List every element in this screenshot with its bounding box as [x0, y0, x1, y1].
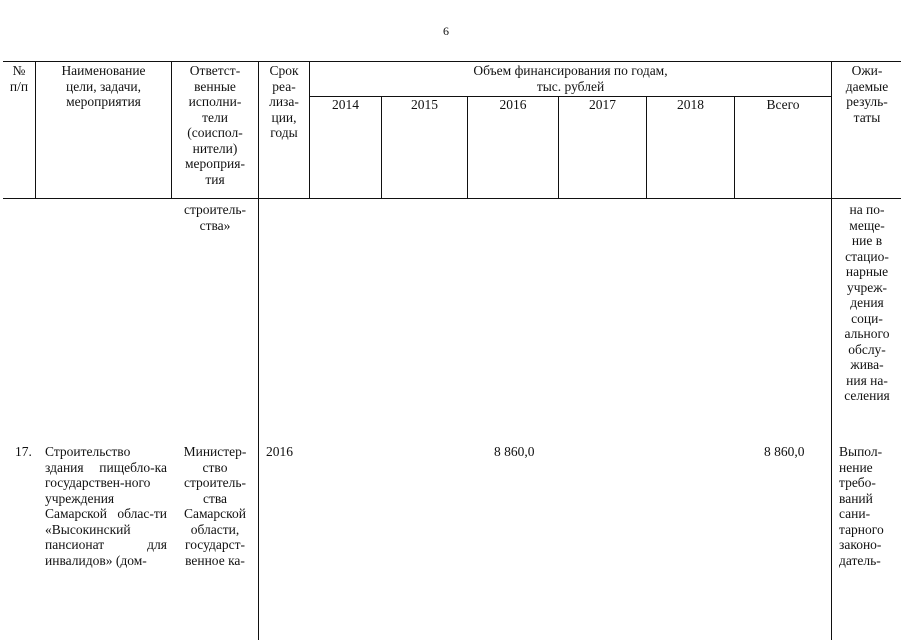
header-num: № п/п [9, 63, 29, 94]
table-top-border [3, 61, 901, 62]
row-continued-results: на по- меще- ние в стацио- нарные учреж- дения соци- ального обслу- жива- ния на- селения [844, 202, 890, 403]
col-border-3 [258, 61, 259, 640]
header-total: Всего [766, 97, 800, 112]
header-term: Срок реа- лиза- ции, годы [269, 63, 299, 140]
header-year-2016: 2016 [499, 97, 527, 112]
header-funding-title: Объем финансирования по годам, тыс. рублей [473, 63, 668, 94]
header-bottom-border [3, 198, 901, 199]
row-17-2016: 8 860,0 [494, 444, 535, 459]
header-year-2017: 2017 [589, 97, 616, 112]
row-17-total: 8 860,0 [764, 444, 805, 459]
page-number: 6 [443, 24, 449, 38]
row-17-responsible: Министер- ство строитель- ства Самарской области, государст- венное ка- [183, 444, 247, 568]
header-year-2018: 2018 [677, 97, 704, 112]
row-17-name: Строительство здания пищебло-ка государствен-ного учреждения Самарской облас-ти «Высокинский пансионат для инвалидов» (дом- [45, 444, 167, 568]
row-17-term: 2016 [266, 444, 293, 459]
row-continued-responsible: строитель- ства» [183, 202, 247, 233]
header-name: Наименование цели, задачи, мероприятия [61, 63, 146, 109]
row-17-results: Выпол- нение требо- ваний сани- тарного законо- датель- [839, 444, 884, 568]
row-17-num: 17. [15, 444, 32, 459]
header-results: Ожи- даемые резуль- таты [845, 63, 889, 125]
header-year-2014: 2014 [332, 97, 359, 112]
header-year-2015: 2015 [411, 97, 438, 112]
header-responsible: Ответст- венные исполни- тели (соиспол- нители) мероприя- тия [185, 63, 245, 187]
